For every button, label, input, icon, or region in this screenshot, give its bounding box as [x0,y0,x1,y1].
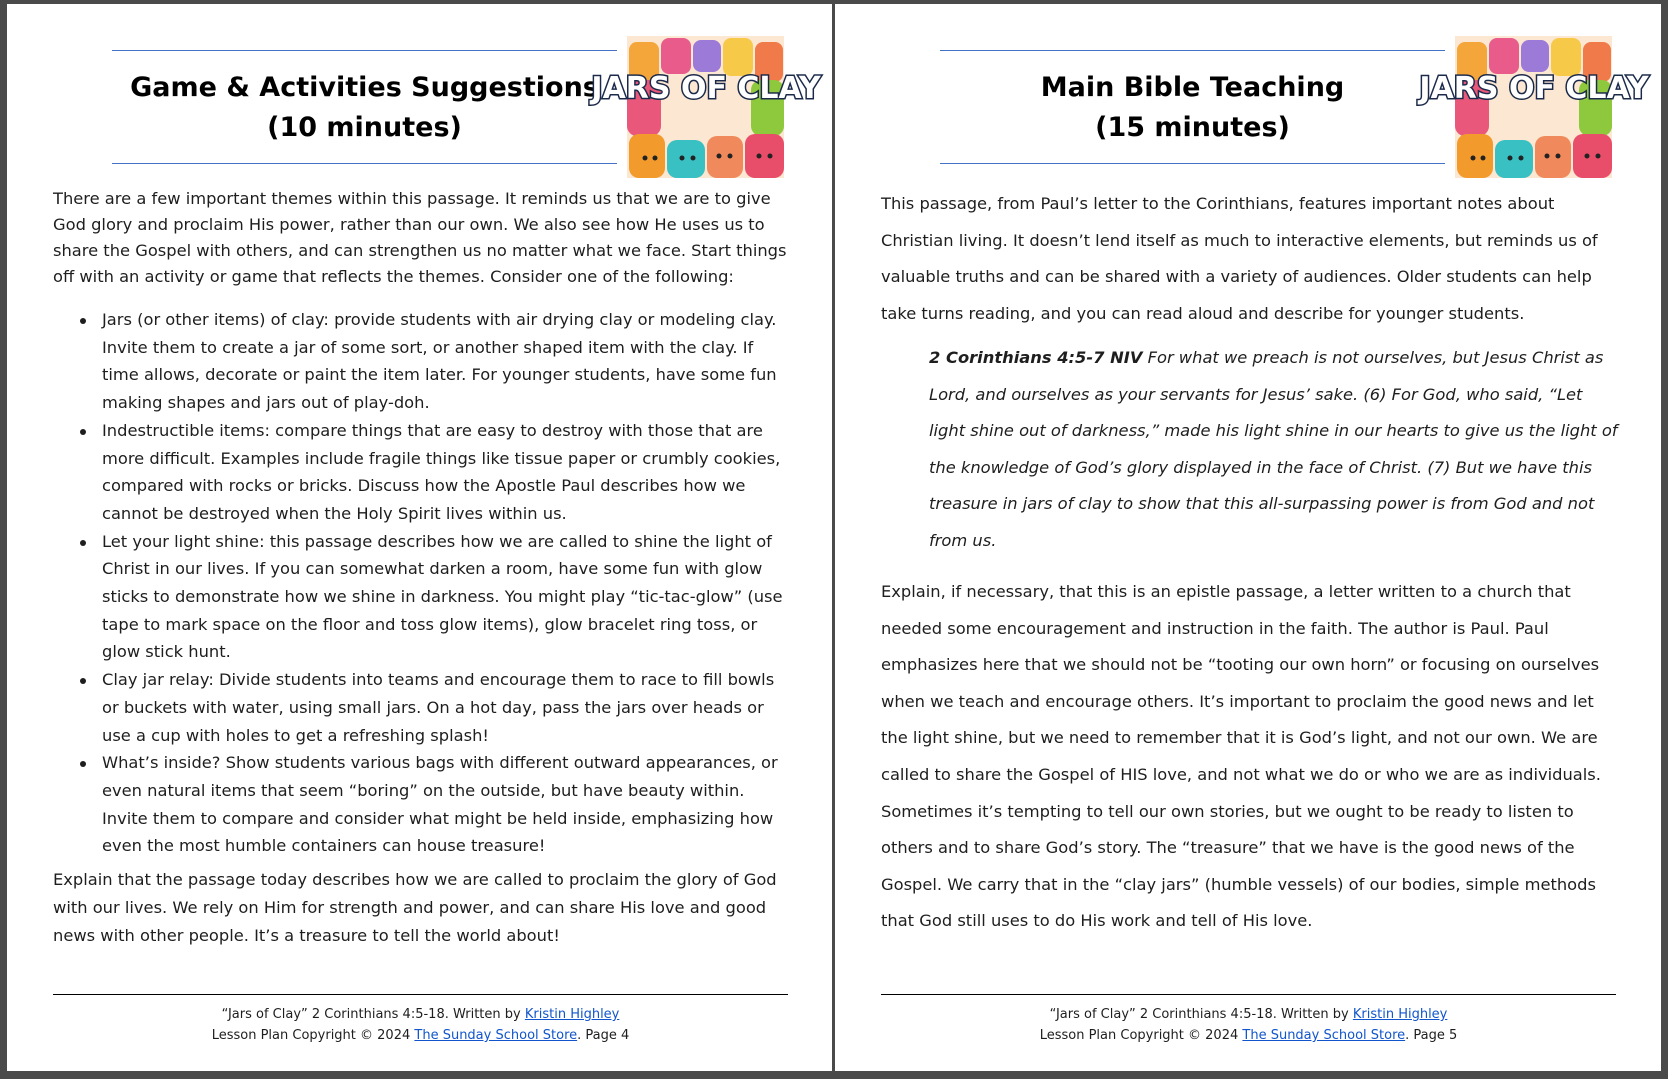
intro-paragraph: There are a few important themes within this passage. It reminds us that we are to give God glory and proclaim His power, rather than our own. We also see how He uses us to share the Gospel with others, and can strengthen us no matter what we face. Start things off with an activity or game that reflects the themes. Consider one of the following: [53,189,787,286]
title-line-2: (15 minutes) [1095,112,1290,143]
author-link[interactable]: Kristin Highley [1352,1007,1448,1022]
page-title [112,68,617,148]
logo-illustration [591,36,821,178]
store-link[interactable]: The Sunday School Store [1242,1028,1406,1043]
title-line-2: (10 minutes) [267,112,462,143]
footer-line-2 [881,1025,1616,1046]
footer-credit-text: “Jars of Clay” 2 Corinthians 4:5-18. Written by [1049,1007,1353,1022]
scripture-reference: 2 Corinthians 4:5-7 NIV [929,348,1143,367]
footer-rule [53,994,788,995]
list-item: Clay jar relay: Divide students into teams and encourage them to race to fill bowls or buckets with water, using small jars. On a hot day, pass the jars over heads or use a cup with holes to get a refreshing splash! [53,666,788,749]
logo-illustration [1419,36,1649,178]
page-title [940,68,1445,148]
list-item: Indestructible items: compare things that are easy to destroy with those that are more difficult. Examples include fragile things like tissue paper or crumbly cookies, compared with rocks or bricks. Discuss how the Apostle Paul describes how we cannot be destroyed when the Holy Spirit lives within us. [53,417,788,528]
page-header [940,50,1445,165]
header-bottom-rule [112,163,617,164]
title-line-1: Main Bible Teaching [1040,72,1345,103]
header-top-rule [112,50,617,51]
page-number: . Page 5 [1405,1028,1458,1043]
page-footer [881,1004,1616,1046]
header-bottom-rule [940,163,1445,164]
logo-word-jars: JARS OF CLAY [591,71,821,106]
scripture-quote [929,340,1619,560]
footer-line-1 [881,1004,1616,1025]
activity-list [53,306,788,860]
author-link[interactable]: Kristin Highley [524,1007,620,1022]
footer-rule [881,994,1616,995]
logo-word-jars: JARS OF CLAY [1419,71,1649,106]
title-line-1: Game & Activities Suggestions [130,72,599,103]
footer-copyright-text: Lesson Plan Copyright © 2024 [211,1028,415,1043]
footer-line-1 [53,1004,788,1025]
explanation-paragraph: Explain, if necessary, that this is an epistle passage, a letter written to a church that needed some encouragement and instruction in the faith. The author is Paul. Paul emphasizes here that we should not be “tooting our own horn” or focusing on ourselves when we teach and encourage others. It’s important to proclaim the good news and let the light shine, but we need to remember that it is God’s light, and not our own. We are called to share the Gospel of HIS love, and not what we do or who we are as individuals. Sometimes it’s tempting to tell our own stories, but we ought to be ready to listen to others and to share God’s story. The “treasure” that we have is the good news of the Gospel. We carry that in the “clay jars” (humble vessels) of our bodies, simple methods that God still uses to do His work and tell of His love. [881,582,1601,931]
footer-credit-text: “Jars of Clay” 2 Corinthians 4:5-18. Written by [221,1007,525,1022]
header-top-rule [940,50,1445,51]
footer-line-2 [53,1025,788,1046]
closing-paragraph: Explain that the passage today describes how we are called to proclaim the glory of God with our lives. We rely on Him for strength and power, and can share His love and good news with other people. It’s a treasure to tell the world about! [53,870,777,945]
footer-copyright-text: Lesson Plan Copyright © 2024 [1039,1028,1243,1043]
intro-paragraph: This passage, from Paul’s letter to the Corinthians, features important notes about Christian living. It doesn’t lend itself as much to interactive elements, but reminds us of valuable truths and can be shared with a variety of audiences. Older students can help take turns reading, and you can read aloud and describe for younger students. [881,194,1598,323]
page-footer [53,1004,788,1046]
store-link[interactable]: The Sunday School Store [414,1028,578,1043]
list-item: Jars (or other items) of clay: provide students with air drying clay or modeling clay. Invite them to create a jar of some sort, or another shaped item with the clay. If time allows, decorate or paint the item later. For younger students, have some fun making shapes and jars out of play-doh. [53,306,788,417]
jars-of-clay-logo [1419,36,1649,178]
scripture-text: For what we preach is not ourselves, but Jesus Christ as Lord, and ourselves as your servants for Jesus’ sake. (6) For God, who said, “Let light shine out of darkness,” made his light shine in our hearts to give us the light of the knowledge of God’s glory displayed in the face of Christ. (7) But we have this treasure in jars of clay to show that this all-surpassing power is from God and not from us. [929,348,1618,550]
list-item: What’s inside? Show students various bags with different outward appearances, or even natural items that seem “boring” on the outside, but have beauty within. Invite them to compare and consider what might be held inside, emphasizing how even the most humble containers can house treasure! [53,749,788,860]
document-page-4 [7,4,832,1071]
page-number: . Page 4 [577,1028,630,1043]
list-item: Let your light shine: this passage describes how we are called to shine the light of Christ in our lives. If you can somewhat darken a room, have some fun with glow sticks to demonstrate how we shine in darkness. You might play “tic-tac-glow” (use tape to mark space on the floor and toss glow items), glow bracelet ring toss, or glow stick hunt. [53,528,788,667]
jars-of-clay-logo [591,36,821,178]
page-header [112,50,617,165]
document-page-5 [835,4,1661,1071]
